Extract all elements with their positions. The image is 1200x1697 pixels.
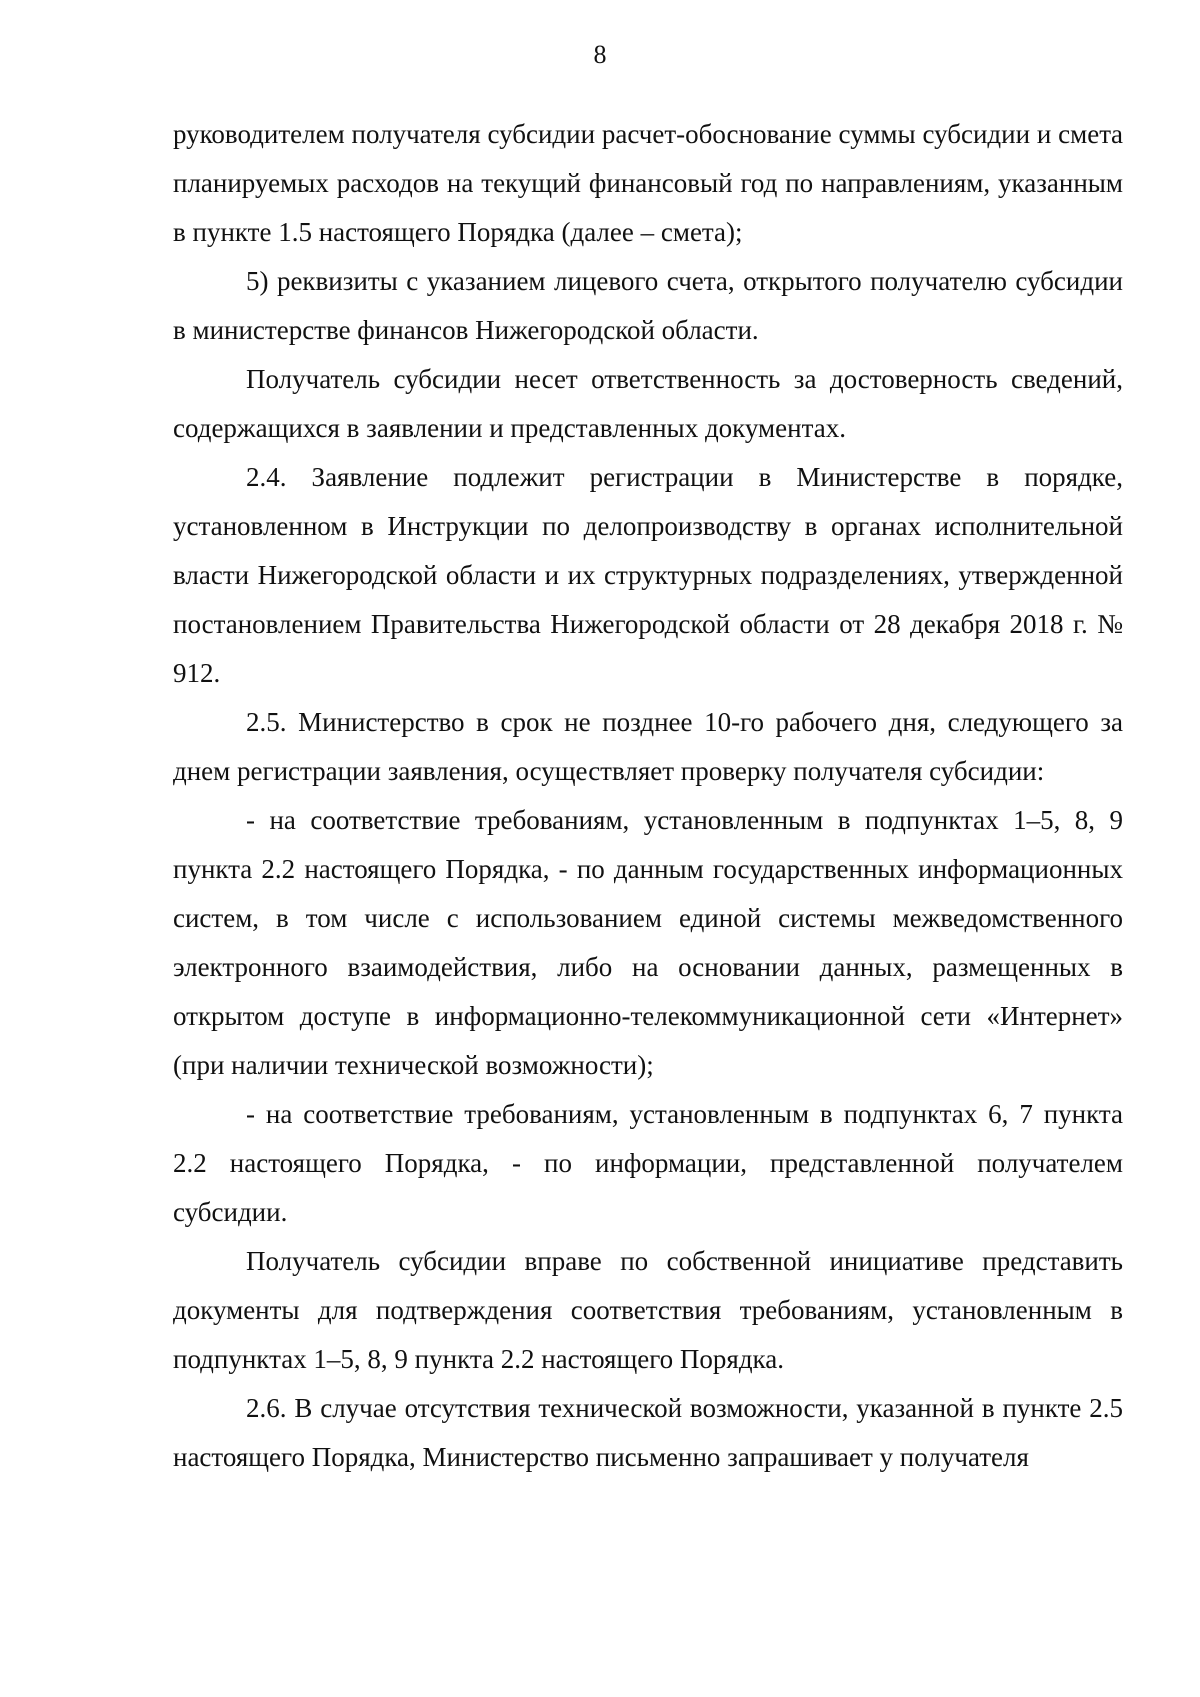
paragraph-check-1: - на соответствие требованиям, установленным в подпунктах 1–5, 8, 9 пункта 2.2 настоящего Порядка, - по данным государственных информационных систем, в том числе с использованием единой системы межведомственного электронного взаимодействия, либо на основании данных, размещенных в открытом доступе в информационно-телекоммуникационной сети «Интернет» (при наличии технической возможности); (173, 805, 1123, 1080)
page-number: 8 (593, 40, 607, 69)
paragraph-check-2: - на соответствие требованиям, установленным в подпунктах 6, 7 пункта 2.2 настоящего Порядка, - по информации, представленной получателем субсидии. (173, 1099, 1123, 1227)
paragraph-item-5-requisites: 5) реквизиты с указанием лицевого счета, открытого получателю субсидии в министерстве финансов Нижегородской области. (173, 266, 1123, 345)
document-body (173, 110, 1123, 1482)
paragraph-own-initiative: Получатель субсидии вправе по собственной инициативе представить документы для подтверждения соответствия требованиям, установленным в подпунктах 1–5, 8, 9 пункта 2.2 настоящего Порядка. (173, 1246, 1123, 1374)
paragraph-continuation: руководителем получателя субсидии расчет-обоснование суммы субсидии и сметa планируемых расходов на текущий финансовый год по направлениям, указанным в пункте 1.5 настоящего Порядка (далее – смета); (173, 119, 1123, 247)
paragraph-2-6: 2.6. В случае отсутствия технической возможности, указанной в пункте 2.5 настоящего Порядка, Министерство письменно запрашивает у получателя (173, 1393, 1123, 1472)
paragraph-responsibility: Получатель субсидии несет ответственность за достоверность сведений, содержащихся в заявлении и представленных документах. (173, 364, 1123, 443)
paragraph-2-5: 2.5. Министерство в срок не позднее 10-го рабочего дня, следующего за днем регистрации заявления, осуществляет проверку получателя субсидии: (173, 707, 1123, 786)
paragraph-2-4: 2.4. Заявление подлежит регистрации в Министерстве в порядке, установленном в Инструкции по делопроизводству в органах исполнительной власти Нижегородской области и их структурных подразделениях, утвержденной постановлением Правительства Нижегородской области от 28 декабря 2018 г. № 912. (173, 462, 1123, 688)
